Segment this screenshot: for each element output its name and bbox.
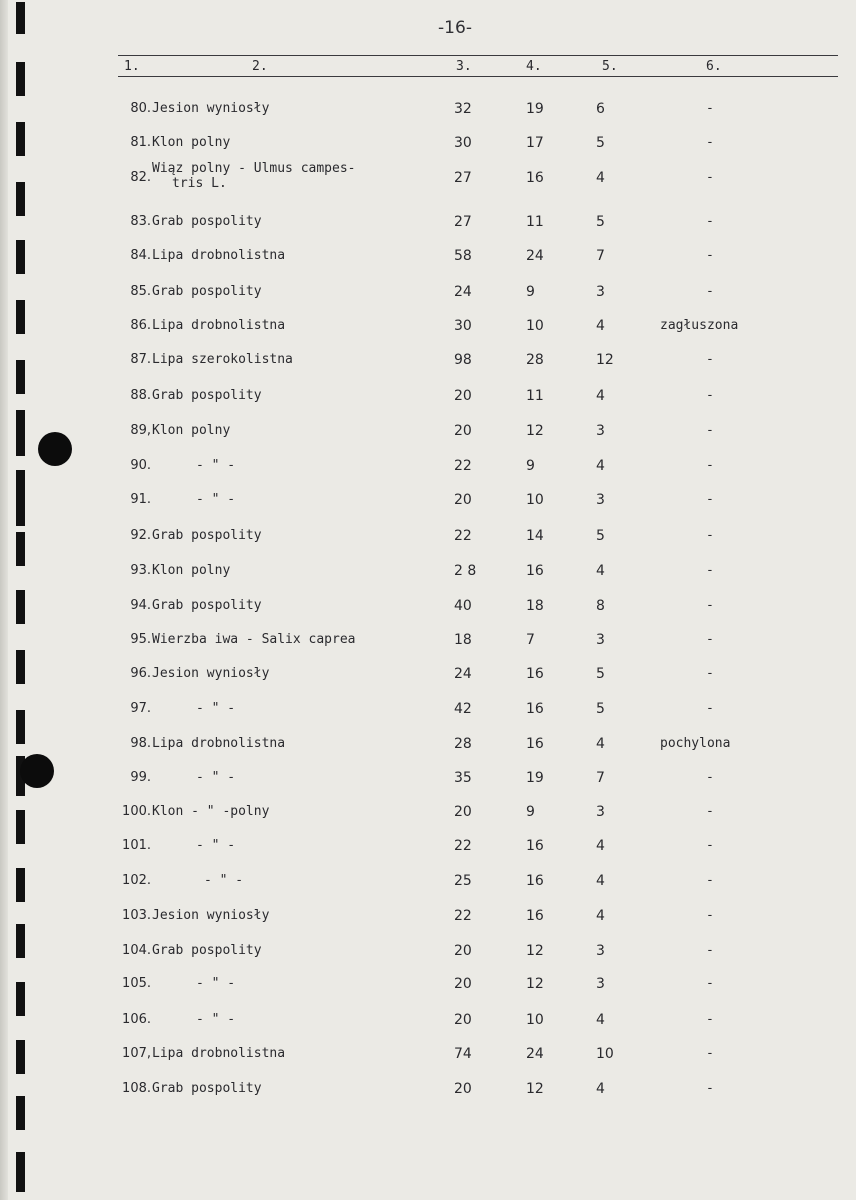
value-column-4: 16 (526, 701, 544, 717)
row-number: 81. (130, 135, 151, 150)
header-rule-bottom (118, 76, 838, 77)
value-column-4: 12 (526, 1081, 544, 1097)
remarks-column-6: - (706, 701, 714, 716)
value-column-4: 16 (526, 666, 544, 682)
remarks-column-6: - (706, 1081, 714, 1096)
column-header-2: 2. (252, 59, 268, 74)
table-row (0, 666, 856, 686)
value-column-5: 5 (596, 214, 605, 230)
tree-name: Wierzba iwa - Salix caprea (152, 632, 356, 647)
value-column-5: 5 (596, 135, 605, 151)
value-column-5: 8 (596, 598, 605, 614)
value-column-5: 3 (596, 423, 605, 439)
remarks-column-6: - (706, 770, 714, 785)
value-column-4: 7 (526, 632, 535, 648)
value-column-3: 98 (454, 352, 472, 368)
remarks-column-6: - (706, 1012, 714, 1027)
value-column-3: 27 (454, 214, 472, 230)
value-column-3: 20 (454, 943, 472, 959)
value-column-3: 20 (454, 492, 472, 508)
remarks-column-6: - (706, 284, 714, 299)
value-column-3: 40 (454, 598, 472, 614)
remarks-column-6: - (706, 873, 714, 888)
tree-name: - " - (196, 1012, 236, 1027)
value-column-5: 7 (596, 770, 605, 786)
table-row (0, 976, 856, 996)
table-row (0, 135, 856, 155)
value-column-5: 4 (596, 170, 605, 186)
value-column-4: 10 (526, 318, 544, 334)
value-column-3: 22 (454, 458, 472, 474)
value-column-5: 4 (596, 736, 605, 752)
table-row (0, 563, 856, 583)
value-column-3: 35 (454, 770, 472, 786)
remarks-column-6: - (706, 492, 714, 507)
value-column-5: 7 (596, 248, 605, 264)
row-number: 106. (122, 1012, 151, 1027)
table-row (0, 736, 856, 756)
row-number: 90. (130, 458, 151, 473)
row-number: 85. (130, 284, 151, 299)
value-column-4: 16 (526, 873, 544, 889)
value-column-3: 24 (454, 284, 472, 300)
row-number: 105. (122, 976, 151, 991)
value-column-3: 22 (454, 838, 472, 854)
binding-mark (16, 2, 25, 34)
remarks-column-6: - (706, 528, 714, 543)
row-number: 87. (130, 352, 151, 367)
tree-name: Jesion wyniosły (152, 101, 270, 116)
tree-name: Klon polny (152, 563, 231, 578)
remarks-column-6: - (706, 943, 714, 958)
value-column-4: 11 (526, 388, 544, 404)
value-column-5: 3 (596, 492, 605, 508)
tree-name: - " - (196, 458, 236, 473)
value-column-5: 4 (596, 873, 605, 889)
tree-name: - " - (204, 873, 244, 888)
value-column-3: 30 (454, 135, 472, 151)
row-number: 83. (130, 214, 151, 229)
remarks-column-6: - (706, 838, 714, 853)
tree-name: Klon polny (152, 135, 231, 150)
row-number: 94. (130, 598, 151, 613)
value-column-3: 20 (454, 976, 472, 992)
remarks-column-6: - (706, 135, 714, 150)
value-column-3: 30 (454, 318, 472, 334)
tree-name: - " - (196, 492, 236, 507)
remarks-column-6: - (706, 563, 714, 578)
row-number: 108. (122, 1081, 151, 1096)
value-column-4: 24 (526, 1046, 544, 1062)
row-number: 107, (122, 1046, 151, 1061)
tree-name-line-2: tris L. (172, 176, 227, 191)
tree-name: Lipa drobnolistna (152, 318, 286, 333)
row-number: 102. (122, 873, 151, 888)
value-column-4: 16 (526, 563, 544, 579)
remarks-column-6: zagłuszona (660, 318, 739, 333)
value-column-3: 20 (454, 388, 472, 404)
row-number: 82. (130, 170, 151, 185)
header-rule-top (118, 55, 838, 56)
tree-name: Lipa szerokolistna (152, 352, 293, 367)
value-column-5: 3 (596, 943, 605, 959)
table-row (0, 1081, 856, 1101)
table-row (0, 598, 856, 618)
value-column-5: 4 (596, 458, 605, 474)
table-row (0, 492, 856, 512)
binding-mark (16, 1096, 25, 1130)
remarks-column-6: - (706, 804, 714, 819)
tree-name: Lipa drobnolistna (152, 248, 286, 263)
binding-mark (16, 62, 25, 96)
tree-name: - " - (196, 976, 236, 991)
value-column-3: 22 (454, 908, 472, 924)
table-row (0, 161, 856, 191)
value-column-3: 20 (454, 1012, 472, 1028)
value-column-4: 19 (526, 101, 544, 117)
value-column-4: 14 (526, 528, 544, 544)
value-column-5: 4 (596, 838, 605, 854)
value-column-4: 16 (526, 736, 544, 752)
value-column-5: 4 (596, 318, 605, 334)
column-header-6: 6. (706, 59, 722, 74)
remarks-column-6: - (706, 101, 714, 116)
tree-name: Klon polny (152, 423, 231, 438)
row-number: 99. (130, 770, 151, 785)
table-row (0, 873, 856, 893)
row-number: 88. (130, 388, 151, 403)
value-column-3: 32 (454, 101, 472, 117)
value-column-4: 18 (526, 598, 544, 614)
table-row (0, 318, 856, 338)
tree-name: Grab pospolity (152, 214, 262, 229)
value-column-3: 24 (454, 666, 472, 682)
remarks-column-6: - (706, 598, 714, 613)
remarks-column-6: - (706, 170, 714, 185)
row-number: 93. (130, 563, 151, 578)
table-row (0, 284, 856, 304)
tree-name: Grab pospolity (152, 1081, 262, 1096)
value-column-5: 5 (596, 666, 605, 682)
row-number: 100. (122, 804, 151, 819)
tree-name: Grab pospolity (152, 943, 262, 958)
value-column-5: 12 (596, 352, 614, 368)
column-header-4: 4. (526, 59, 542, 74)
value-column-5: 5 (596, 528, 605, 544)
value-column-5: 3 (596, 632, 605, 648)
table-row (0, 701, 856, 721)
row-number: 101. (122, 838, 151, 853)
row-number: 86. (130, 318, 151, 333)
table-row (0, 388, 856, 408)
value-column-4: 19 (526, 770, 544, 786)
row-number: 89, (130, 423, 151, 438)
value-column-5: 10 (596, 1046, 614, 1062)
value-column-4: 28 (526, 352, 544, 368)
value-column-4: 16 (526, 838, 544, 854)
value-column-3: 28 (454, 736, 472, 752)
column-header-5: 5. (602, 59, 618, 74)
remarks-column-6: - (706, 908, 714, 923)
row-number: 84. (130, 248, 151, 263)
value-column-4: 17 (526, 135, 544, 151)
tree-name: Lipa drobnolistna (152, 1046, 286, 1061)
remarks-column-6: - (706, 458, 714, 473)
tree-name: Jesion wyniosły (152, 908, 270, 923)
remarks-column-6: - (706, 423, 714, 438)
value-column-5: 4 (596, 388, 605, 404)
tree-name-line-1: Wiąz polny - Ulmus campes- (152, 161, 356, 176)
remarks-column-6: - (706, 388, 714, 403)
table-row (0, 528, 856, 548)
row-number: 91. (130, 492, 151, 507)
table-row (0, 632, 856, 652)
value-column-4: 16 (526, 908, 544, 924)
tree-name: - " - (196, 838, 236, 853)
tree-name (152, 161, 356, 191)
tree-name: Grab pospolity (152, 528, 262, 543)
remarks-column-6: - (706, 666, 714, 681)
row-number: 80. (130, 101, 151, 116)
table-row (0, 101, 856, 121)
row-number: 104. (122, 943, 151, 958)
table-row (0, 458, 856, 478)
tree-name: Jesion wyniosły (152, 666, 270, 681)
value-column-5: 3 (596, 976, 605, 992)
value-column-5: 3 (596, 284, 605, 300)
table-row (0, 770, 856, 790)
remarks-column-6: - (706, 632, 714, 647)
remarks-column-6: - (706, 214, 714, 229)
value-column-3: 74 (454, 1046, 472, 1062)
value-column-3: 20 (454, 804, 472, 820)
tree-name: - " - (196, 770, 236, 785)
row-number: 97. (130, 701, 151, 716)
table-row (0, 352, 856, 372)
value-column-5: 6 (596, 101, 605, 117)
value-column-3: 42 (454, 701, 472, 717)
table-row (0, 838, 856, 858)
value-column-4: 10 (526, 492, 544, 508)
column-header-1: 1. (124, 59, 140, 74)
value-column-5: 4 (596, 908, 605, 924)
binding-mark (16, 1152, 25, 1192)
value-column-4: 24 (526, 248, 544, 264)
value-column-3: 58 (454, 248, 472, 264)
value-column-4: 9 (526, 284, 535, 300)
table-row (0, 908, 856, 928)
remarks-column-6: - (706, 352, 714, 367)
row-number: 103. (122, 908, 151, 923)
value-column-4: 10 (526, 1012, 544, 1028)
tree-name: Grab pospolity (152, 598, 262, 613)
value-column-3: 22 (454, 528, 472, 544)
value-column-4: 16 (526, 170, 544, 186)
remarks-column-6: - (706, 248, 714, 263)
remarks-column-6: - (706, 1046, 714, 1061)
value-column-4: 9 (526, 458, 535, 474)
value-column-5: 4 (596, 563, 605, 579)
tree-name: Klon - " -polny (152, 804, 270, 819)
table-row (0, 423, 856, 443)
tree-name: Grab pospolity (152, 284, 262, 299)
row-number: 92. (130, 528, 151, 543)
remarks-column-6: - (706, 976, 714, 991)
value-column-3: 2 8 (454, 563, 477, 579)
table-row (0, 804, 856, 824)
value-column-5: 5 (596, 701, 605, 717)
value-column-3: 18 (454, 632, 472, 648)
value-column-3: 25 (454, 873, 472, 889)
page-number: -16- (438, 18, 472, 38)
remarks-column-6: pochylona (660, 736, 731, 751)
column-header-3: 3. (456, 59, 472, 74)
row-number: 96. (130, 666, 151, 681)
value-column-3: 20 (454, 1081, 472, 1097)
value-column-5: 4 (596, 1081, 605, 1097)
value-column-4: 9 (526, 804, 535, 820)
tree-name: Lipa drobnolistna (152, 736, 286, 751)
value-column-5: 4 (596, 1012, 605, 1028)
row-number: 98. (130, 736, 151, 751)
table-row (0, 1012, 856, 1032)
table-row (0, 1046, 856, 1066)
value-column-4: 12 (526, 423, 544, 439)
table-row (0, 214, 856, 234)
tree-name: Grab pospolity (152, 388, 262, 403)
value-column-3: 27 (454, 170, 472, 186)
table-row (0, 248, 856, 268)
row-number: 95. (130, 632, 151, 647)
value-column-4: 12 (526, 976, 544, 992)
tree-name: - " - (196, 701, 236, 716)
value-column-5: 3 (596, 804, 605, 820)
value-column-3: 20 (454, 423, 472, 439)
value-column-4: 11 (526, 214, 544, 230)
value-column-4: 12 (526, 943, 544, 959)
table-row (0, 943, 856, 963)
